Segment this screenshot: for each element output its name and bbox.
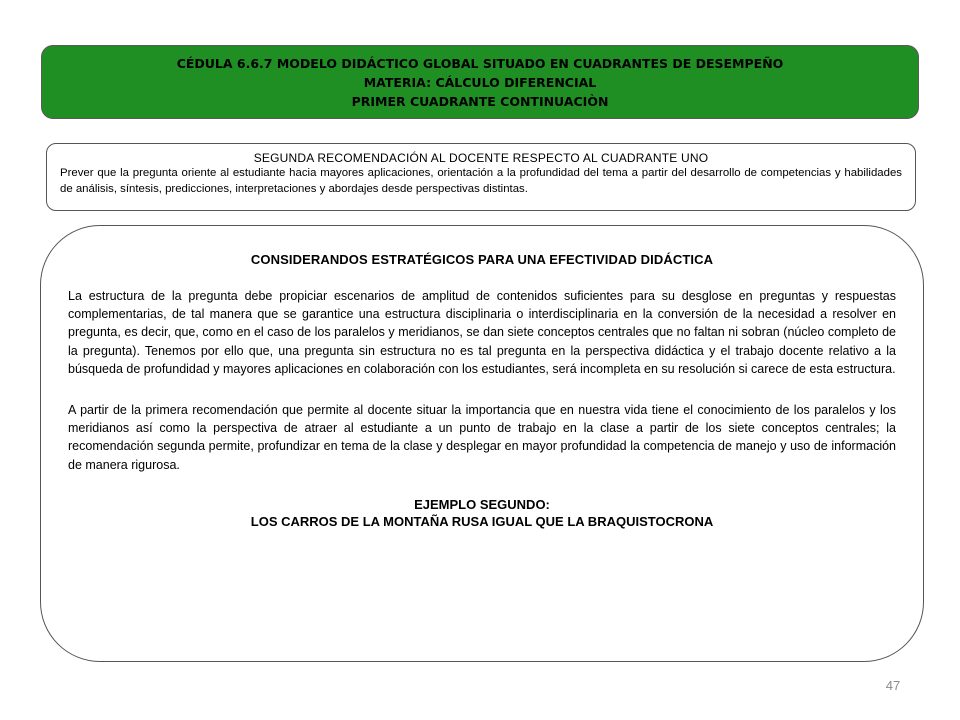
page-number: 47 [885,678,901,693]
header-line-cuadrante: PRIMER CUADRANTE CONTINUACIÒN [351,93,609,109]
header-banner [41,45,919,119]
recommendation-box [46,143,916,211]
example-label: EJEMPLO SEGUNDO: [414,497,550,512]
recommendation-title: SEGUNDA RECOMENDACIÓN AL DOCENTE RESPECTO AL CUADRANTE UNO [253,151,709,165]
header-line-materia: MATERIA: CÁLCULO DIFERENCIAL [363,74,597,90]
recommendation-text: Prever que la pregunta oriente al estudiante hacia mayores aplicaciones, orientación a la profundidad del tema a partir del desarrollo de competencias y habilidades de análisis, síntesis, predicciones, interpretaciones y abordajes desde perspectivas distintas. [60,167,902,195]
header-line-cedula: CÉDULA 6.6.7 MODELO DIDÁCTICO GLOBAL SITUADO EN CUADRANTES DE DESEMPEÑO [176,55,784,71]
paragraph-structure: La estructura de la pregunta debe propiciar escenarios de amplitud de contenidos suficientes para su desglose en preguntas y respuestas complementarias, de tal manera que se garantice una estructura disciplinaria o interdisciplinaria en la conversión de la necesidad a resolver en pregunta, es decir, que, como en el caso de los paralelos y meridianos, se dan siete conceptos centrales que no faltan ni sobran (núcleo completo de la pregunta). Tenemos por ello que, una pregunta sin estructura no es tal pregunta en la perspectiva didáctica y el trabajo docente relativo a la búsqueda de profundidad y mayores aplicaciones en colaboración con los estudiantes, será incompleta en su resolución si carece de esta estructura. [68,289,896,376]
paragraph-recommendation: A partir de la primera recomendación que permite al docente situar la importancia que en nuestra vida tiene el conocimiento de los paralelos y los meridianos así como la perspectiva de atraer al estudiante a un punto de trabajo en la clase a partir de los siete conceptos centrales; la recomendación segunda permite, profundizar en tema de la clase y desplegar en mayor profundidad la competencia de manejo y uso de información de manera rigurosa. [68,403,896,472]
considerandos-title: CONSIDERANDOS ESTRATÉGICOS PARA UNA EFECTIVIDAD DIDÁCTICA [250,252,714,267]
example-heading [41,496,923,530]
example-title: LOS CARROS DE LA MONTAÑA RUSA IGUAL QUE LA BRAQUISTOCRONA [250,514,714,529]
considerandos-box [40,225,924,662]
